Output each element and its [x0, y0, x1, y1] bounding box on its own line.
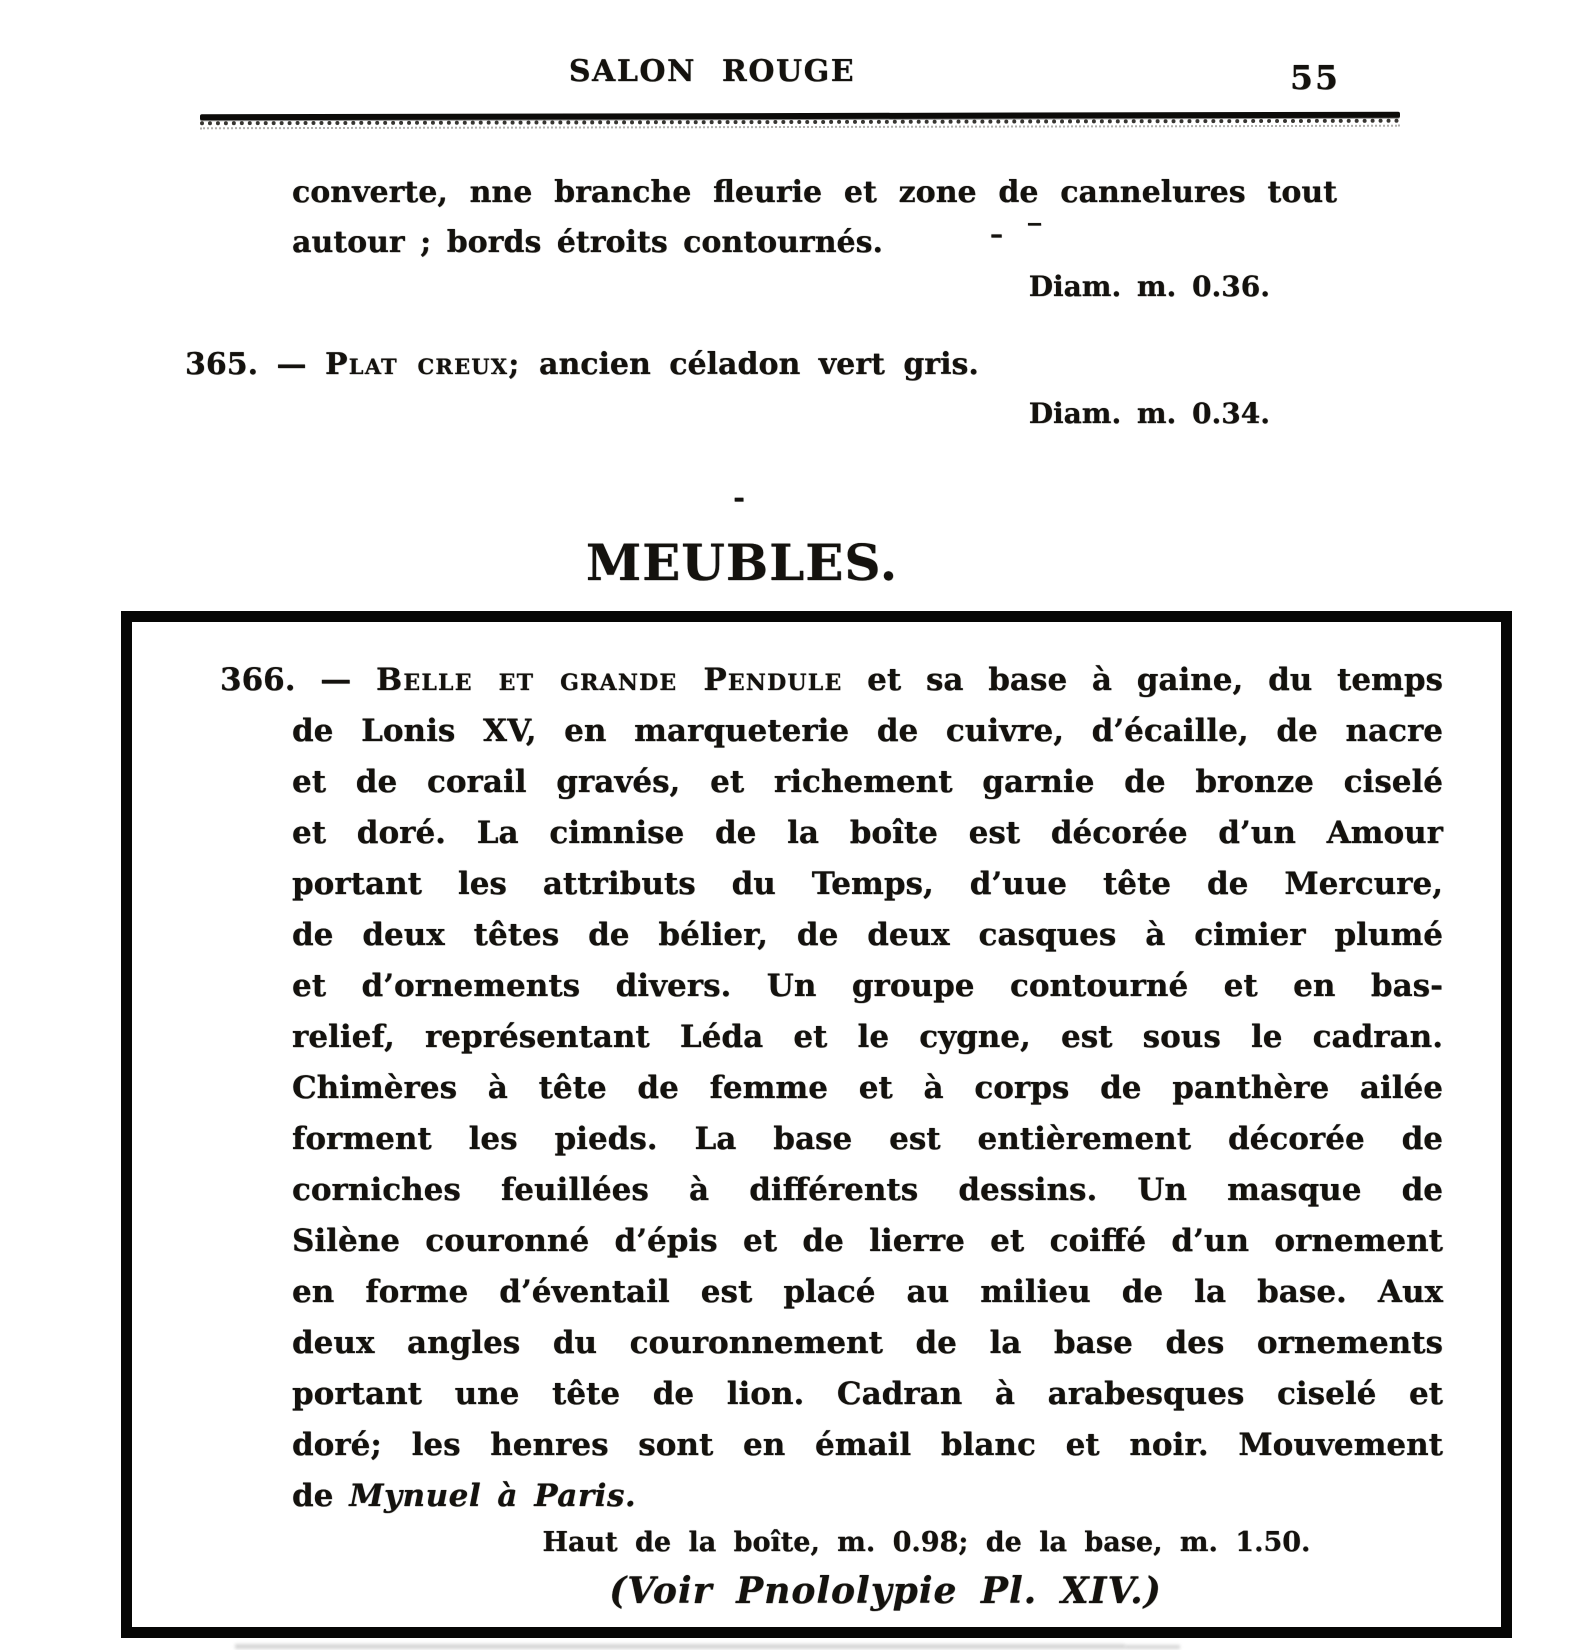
entry-366-line: [292, 1063, 1443, 1114]
body-text: forment les pieds. La base est entièrement décorée de: [292, 1121, 1443, 1157]
header-rule-faint-dotted-line: [200, 125, 1400, 130]
entry-366-box: [121, 611, 1512, 1638]
body-text: de deux têtes de bélier, de deux casques à cimier plumé: [292, 917, 1443, 953]
entry-366-dimensions: Haut de la boîte, m. 0.98; de la base, m. 1.50.: [542, 1527, 1311, 1558]
measurement-diam-1: Diam. m. 0.36.: [1028, 270, 1270, 303]
small-caps-text: Belle et grande Pendule: [375, 662, 843, 698]
body-text: deux angles du couronnement de la base des ornements: [292, 1325, 1443, 1361]
entry-365-description: ancien céladon vert gris.: [520, 347, 979, 382]
body-text: et sa base à gaine, du temps: [842, 662, 1443, 698]
entry-366-line: [220, 655, 1443, 706]
header-rule: [200, 112, 1400, 130]
section-heading: MEUBLES.: [585, 533, 899, 592]
entry-366-line: [292, 1267, 1443, 1318]
entry-366-line: [292, 757, 1443, 808]
entry-365: [185, 347, 1445, 382]
body-text: Silène couronné d’épis et de lierre et coiffé d’un ornement: [292, 1223, 1443, 1259]
entry-366-text: [220, 655, 1443, 1522]
italic-text: Mynuel à Paris.: [349, 1478, 637, 1514]
entry-366-line: [292, 1318, 1443, 1369]
body-text: 366. —: [220, 662, 376, 698]
body-text: Chimères à tête de femme et à corps de panthère ailée: [292, 1070, 1443, 1106]
body-text: et d’ornements divers. Un groupe contourné et en bas-: [292, 968, 1443, 1004]
bottom-ink-smudge: [235, 1644, 1125, 1649]
entry-365-number: 365. —: [185, 347, 325, 382]
body-text: et de corail gravés, et richement garnie de bronze ciselé: [292, 764, 1443, 800]
entry-366-line: [292, 1165, 1443, 1216]
entry-366-line: [292, 1420, 1443, 1471]
body-text: de Lonis XV, en marqueterie de cuivre, d’écaille, de nacre: [292, 713, 1443, 749]
entry-366-line: [292, 1216, 1443, 1267]
body-text: portant les attributs du Temps, d’uue tête de Mercure,: [292, 866, 1443, 902]
entry-366-line: [292, 961, 1443, 1012]
section-divider-mark: -: [733, 481, 745, 514]
entry-365-name: Plat creux;: [324, 347, 521, 382]
entry-366-line: [292, 859, 1443, 910]
entry-366-line: [292, 706, 1443, 757]
page-number: 55: [1290, 58, 1340, 97]
body-text: relief, représentant Léda et le cygne, est sous le cadran.: [292, 1019, 1443, 1055]
entry-366-line: [292, 1471, 1443, 1522]
measurement-diam-2: Diam. m. 0.34.: [1028, 397, 1270, 430]
body-text: et doré. La cimnise de la boîte est décorée d’un Amour: [292, 815, 1443, 851]
page-title: SALON ROUGE: [568, 54, 856, 89]
entry-366-line: [292, 1012, 1443, 1063]
body-text: en forme d’éventail est placé au milieu de la base. Aux: [292, 1274, 1443, 1310]
entry-366-plate-reference: (Voir Pnololypie Pl. XIV.): [609, 1570, 1162, 1612]
entry-366-line: [292, 808, 1443, 859]
entry-366-line: [292, 1114, 1443, 1165]
stray-ink-mark: – ‾: [990, 220, 1050, 250]
paragraph-continuation: [292, 168, 1337, 268]
bottom-ink-smudge: [1125, 1645, 1180, 1649]
body-text: doré; les henres sont en émail blanc et noir. Mouvement: [292, 1427, 1443, 1463]
entry-366-line: [292, 910, 1443, 961]
paragraph-line: converte, nne branche fleurie et zone de cannelures tout: [292, 175, 1337, 210]
body-text: portant une tête de lion. Cadran à arabesques ciselé et: [292, 1376, 1443, 1412]
body-text: de: [292, 1478, 350, 1514]
entry-366-line: [292, 1369, 1443, 1420]
body-text: corniches feuillées à différents dessins. Un masque de: [292, 1172, 1443, 1208]
paragraph-line: autour ; bords étroits contournés.: [292, 225, 883, 260]
